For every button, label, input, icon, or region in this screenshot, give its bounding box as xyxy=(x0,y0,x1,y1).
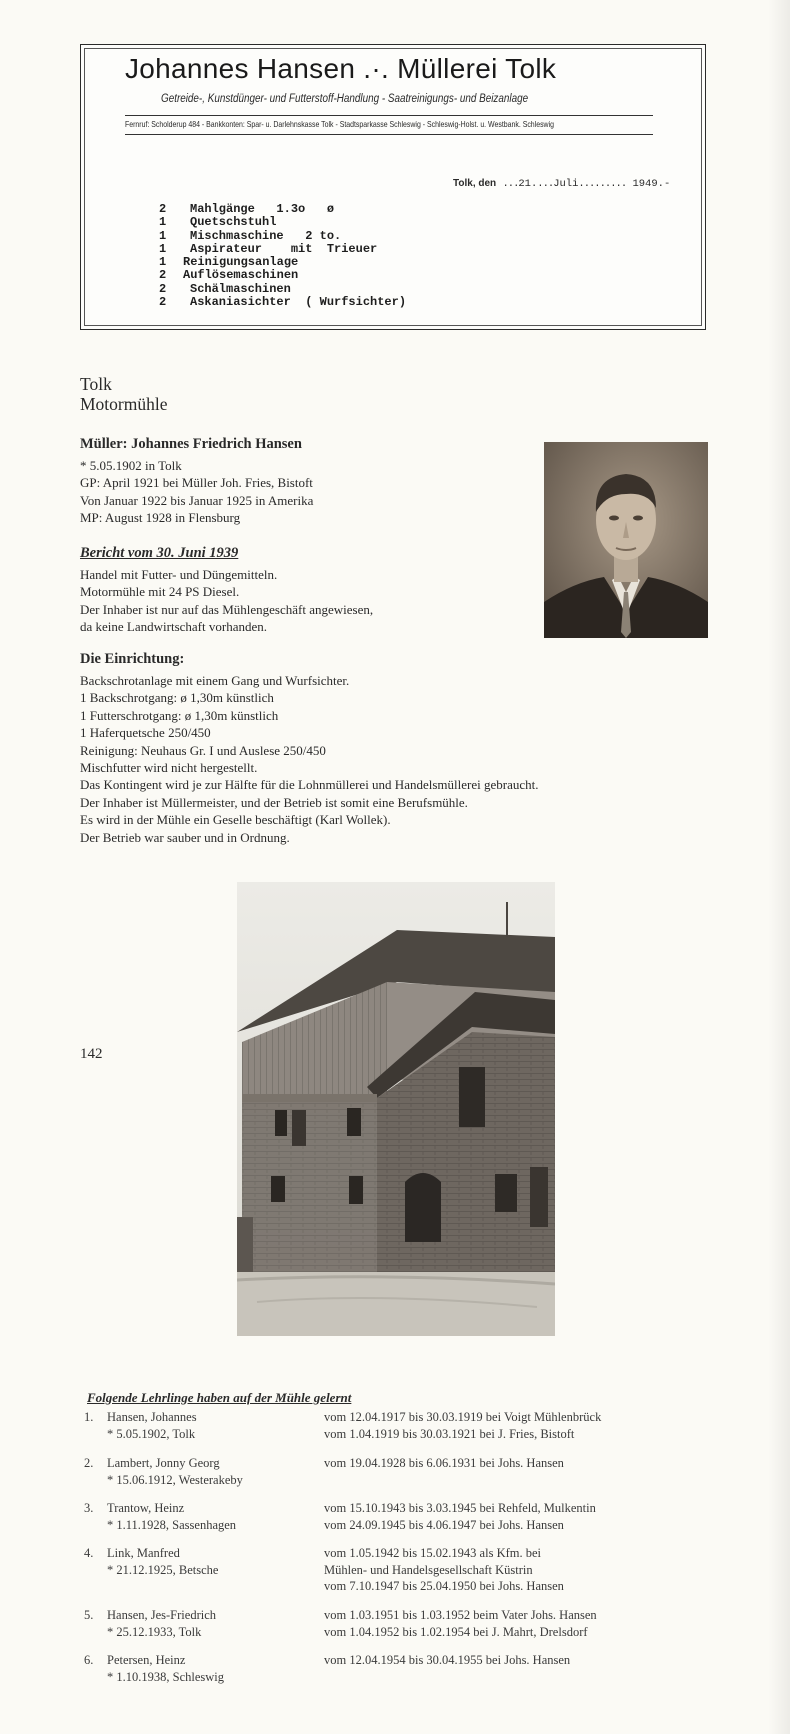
mill-type-heading: Motormühle xyxy=(80,394,168,414)
letterhead-contact: Fernruf: Scholderup 484 - Bankkonten: Spar- u. Darlehnskasse Tolk - Stadtsparkasse Schleswig - Schleswig-Holst. u. Westbank. Schleswig xyxy=(125,119,554,129)
letterhead-document: Johannes Hansen .·. Müllerei Tolk Getreide-, Kunstdünger- und Futterstoff-Handlung - Saatreinigungs- und Beizanlage Fernruf: Scholderup 484 - Bankkonten: Spar- u. Darlehnskasse Tolk - Stadtsparkasse Schleswig - Schleswig-Holst. u. Westbank. Schleswig Tolk, den ...21....Juli......... 1949.- 2 Mahlgänge 1.3o ø 1 Quetschstuhl 1 Mischmaschine 2 to. 1 Aspirateur mit Trieuer 1 Reinigungsanlage 2 Auflösemaschinen 2 Schälmaschinen 2 Askaniasichter ( Wurfsichter) xyxy=(80,44,706,330)
apprentices-title: Folgende Lehrlinge haben auf der Mühle gelernt xyxy=(87,1390,352,1405)
report-title: Bericht vom 30. Juni 1939 xyxy=(80,545,239,561)
report-details: Handel mit Futter- und Düngemitteln. Motormühle mit 24 PS Diesel. Der Inhaber ist nur auf das Mühlengeschäft angewiesen, da keine Landwirtschaft vorhanden. xyxy=(80,567,374,635)
mill-building-photo xyxy=(237,882,555,1336)
equipment-title: Die Einrichtung: xyxy=(80,651,185,667)
letterhead-title: Johannes Hansen .·. Müllerei Tolk xyxy=(125,53,557,84)
page-edge-shadow xyxy=(768,0,790,1734)
date-prefix: Tolk, den xyxy=(453,178,497,189)
letterhead-subtitle: Getreide-, Kunstdünger- und Futterstoff-Handlung - Saatreinigungs- und Beizanlage xyxy=(161,93,529,105)
date-day: 21. xyxy=(518,178,538,190)
place-heading: Tolk xyxy=(80,374,112,394)
date-year: 1949.- xyxy=(632,178,671,190)
letterhead-rule-top xyxy=(125,115,653,116)
miller-title: Müller: Johannes Friedrich Hansen xyxy=(80,436,302,452)
equipment-details: Backschrotanlage mit einem Gang und Wurfsichter. 1 Backschrotgang: ø 1,30m künstlich 1 Futterschrotgang: ø 1,30m künstlich 1 Haferquetsche 250/450 Reinigung: Neuhaus Gr. I und Auslese 250/450 Mischfutter wird nicht hergestellt. Das Kontingent wird je zur Hälfte für die Lohnmüllerei und Handelsmüllerei gebraucht. Der Inhaber ist Müllermeister, und der Betrieb ist somit eine Berufsmühle. Es wird in der Mühle ein Geselle beschäftigt (Karl Wollek). Der Betrieb war sauber und in Ordnung. xyxy=(80,673,539,845)
letterhead-date: Tolk, den ...21....Juli......... 1949.- xyxy=(453,178,671,190)
miller-details: * 5.05.1902 in Tolk GP: April 1921 bei Müller Joh. Fries, Bistoft Von Januar 1922 bis Januar 1925 in Amerika MP: August 1928 in Flensburg xyxy=(80,458,314,526)
date-month: Juli xyxy=(553,178,579,190)
miller-portrait-photo xyxy=(544,442,708,638)
page-number: 142 xyxy=(80,1046,103,1062)
letterhead-rule-bottom xyxy=(125,134,653,135)
